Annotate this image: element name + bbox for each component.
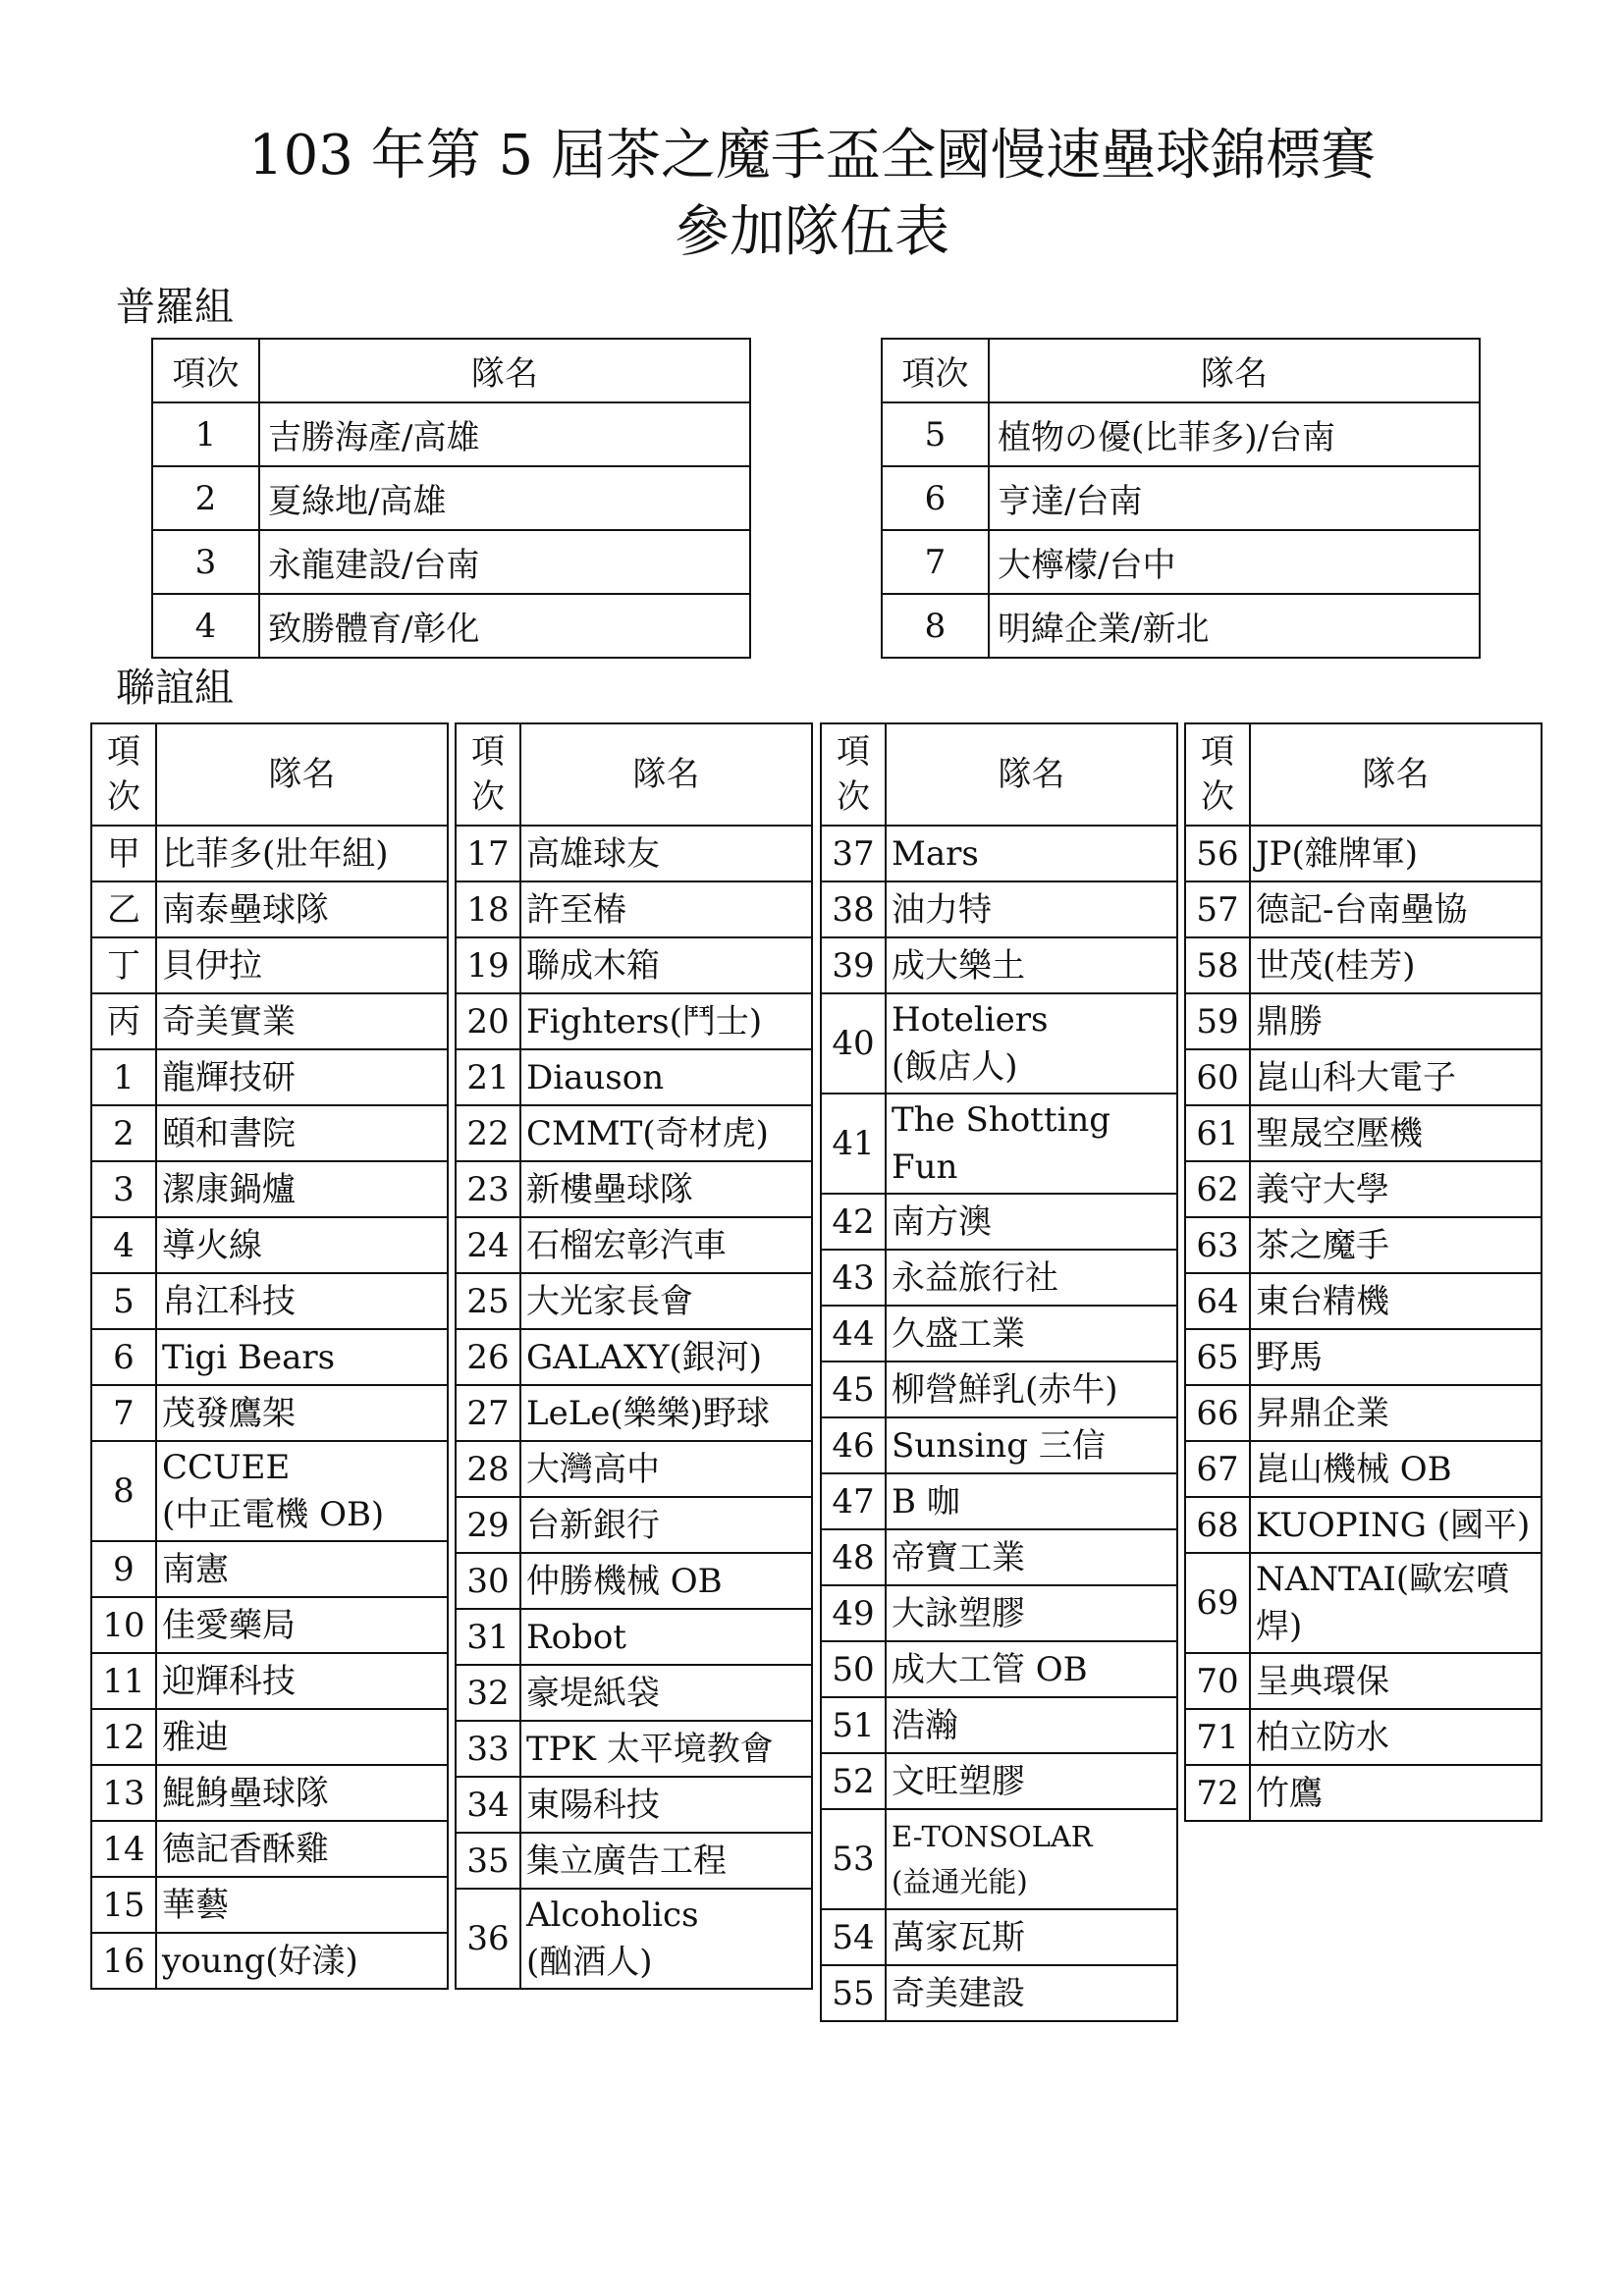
team-name: 浩瀚 [886,1697,1177,1753]
team-number: 59 [1185,993,1250,1049]
table-row [456,1385,812,1441]
table-row [456,826,812,881]
team-number: 4 [91,1217,156,1273]
team-number: 67 [1185,1441,1250,1497]
team-name: Sunsing 三信 [886,1417,1177,1473]
team-name: GALAXY(銀河) [520,1329,812,1385]
table-row [456,881,812,937]
team-number: 42 [821,1194,886,1250]
team-name: Mars [886,826,1177,881]
team-name: 夏綠地/高雄 [259,466,750,530]
team-number: 27 [456,1385,520,1441]
table-row [152,466,750,530]
team-number: 53 [821,1809,886,1909]
table-row [456,1105,812,1161]
table-row [456,1049,812,1105]
team-number: 38 [821,881,886,937]
team-name: 新樓壘球隊 [520,1161,812,1217]
table-row [456,1609,812,1665]
team-name: 帛江科技 [156,1273,448,1329]
team-number: 5 [91,1273,156,1329]
table-row [91,1329,448,1385]
team-name: 佳愛藥局 [156,1597,448,1653]
team-number: 30 [456,1553,520,1609]
team-name: 吉勝海產/高雄 [259,402,750,466]
table-row [91,1161,448,1217]
team-number: 8 [882,594,989,658]
team-name: 竹鷹 [1250,1765,1542,1821]
team-number: 54 [821,1909,886,1965]
team-number: 63 [1185,1217,1250,1273]
table-row [882,466,1480,530]
header-name: 隊名 [1250,723,1542,826]
table-row [821,1697,1177,1753]
team-name: Diauson [520,1049,812,1105]
friendly-team-table-2 [455,722,813,1990]
team-name: 大詠塑膠 [886,1585,1177,1641]
header-num: 項 次 [1185,723,1250,826]
team-number: 34 [456,1777,520,1833]
table-row [1185,1217,1542,1273]
team-number: 36 [456,1889,520,1989]
team-name: 奇美建設 [886,1965,1177,2021]
table-row [821,1250,1177,1306]
table-row [91,1441,448,1541]
table-row [821,1094,1177,1194]
team-number: 丁 [91,937,156,993]
table-row [821,1417,1177,1473]
team-number: 21 [456,1049,520,1105]
team-name: 呈典環保 [1250,1653,1542,1709]
team-name: 奇美實業 [156,993,448,1049]
team-number: 48 [821,1529,886,1585]
team-name: 大檸檬/台中 [989,530,1480,594]
header-num: 項次 [152,339,259,402]
team-name: 明緯企業/新北 [989,594,1480,658]
team-name: 聯成木箱 [520,937,812,993]
table-row [91,1821,448,1877]
table-row [152,594,750,658]
team-number: 7 [91,1385,156,1441]
team-name: 久盛工業 [886,1306,1177,1362]
team-name: 比菲多(壯年組) [156,826,448,881]
table-row [456,937,812,993]
team-name: Fighters(鬥士) [520,993,812,1049]
team-number: 16 [91,1933,156,1989]
team-name: 文旺塑膠 [886,1753,1177,1809]
team-number: 7 [882,530,989,594]
team-number: 57 [1185,881,1250,937]
table-row [91,1217,448,1273]
team-number: 40 [821,993,886,1094]
team-name: 大灣高中 [520,1441,812,1497]
team-name: 成大工管 OB [886,1641,1177,1697]
team-number: 70 [1185,1653,1250,1709]
table-row [91,1709,448,1765]
page-subtitle: 參加隊伍表 [675,200,949,264]
header-num: 項 次 [821,723,886,826]
team-number: 33 [456,1721,520,1777]
table-row [91,1273,448,1329]
team-name: 集立廣告工程 [520,1833,812,1889]
team-name: 油力特 [886,881,1177,937]
team-name: 萬家瓦斯 [886,1909,1177,1965]
team-name: 華藝 [156,1877,448,1933]
team-name: The Shotting Fun [886,1094,1177,1194]
team-name: 義守大學 [1250,1161,1542,1217]
team-name: 潔康鍋爐 [156,1161,448,1217]
team-name: 鯤鯓壘球隊 [156,1765,448,1821]
team-number: 56 [1185,826,1250,881]
team-name: 導火線 [156,1217,448,1273]
team-name: 柳營鮮乳(赤牛) [886,1362,1177,1417]
team-number: 44 [821,1306,886,1362]
team-name: JP(雜牌軍) [1250,826,1542,881]
table-row [91,937,448,993]
team-number: 14 [91,1821,156,1877]
team-number: 52 [821,1753,886,1809]
table-row [91,993,448,1049]
team-number: 5 [882,402,989,466]
team-number: 3 [91,1161,156,1217]
table-row [1185,1765,1542,1821]
team-number: 乙 [91,881,156,937]
team-number: 6 [882,466,989,530]
table-row [1185,1385,1542,1441]
team-number: 15 [91,1877,156,1933]
table-row [821,1641,1177,1697]
table-row [821,1194,1177,1250]
team-name: 頤和書院 [156,1105,448,1161]
team-number: 17 [456,826,520,881]
header-name: 隊名 [156,723,448,826]
team-name: 南方澳 [886,1194,1177,1250]
team-name: 南憲 [156,1541,448,1597]
table-row [821,1306,1177,1362]
team-number: 3 [152,530,259,594]
header-num: 項次 [882,339,989,402]
team-name: Hoteliers (飯店人) [886,993,1177,1094]
team-name: Alcoholics (酗酒人) [520,1889,812,1989]
team-number: 丙 [91,993,156,1049]
team-name: 茂發鷹架 [156,1385,448,1441]
team-number: 50 [821,1641,886,1697]
team-name: B 咖 [886,1473,1177,1529]
table-row [91,826,448,881]
header-num: 項 次 [91,723,156,826]
team-number: 4 [152,594,259,658]
team-name: 龍輝技研 [156,1049,448,1105]
team-name: 致勝體育/彰化 [259,594,750,658]
team-name: 昇鼎企業 [1250,1385,1542,1441]
table-row [821,1753,1177,1809]
team-number: 37 [821,826,886,881]
team-number: 29 [456,1497,520,1553]
team-number: 9 [91,1541,156,1597]
team-number: 65 [1185,1329,1250,1385]
team-name: 大光家長會 [520,1273,812,1329]
team-name: 永龍建設/台南 [259,530,750,594]
team-name: 許至椿 [520,881,812,937]
team-number: 41 [821,1094,886,1194]
header-name: 隊名 [520,723,812,826]
team-name: CCUEE (中正電機 OB) [156,1441,448,1541]
team-number: 35 [456,1833,520,1889]
team-number: 51 [821,1697,886,1753]
section-label-friendly: 聯誼組 [116,666,234,711]
table-row [1185,1273,1542,1329]
page-title: 103 年第 5 屆茶之魔手盃全國慢速壘球錦標賽 [248,124,1376,187]
table-row [91,1933,448,1989]
table-row [456,1161,812,1217]
section-label-pro: 普羅組 [116,285,234,330]
team-number: 11 [91,1653,156,1709]
team-number: 71 [1185,1709,1250,1765]
table-row [1185,1497,1542,1553]
table-row [821,1585,1177,1641]
header-name: 隊名 [259,339,750,402]
table-row [821,937,1177,993]
table-row [456,1497,812,1553]
table-row [1185,881,1542,937]
team-name: 亨達/台南 [989,466,1480,530]
table-row [821,1473,1177,1529]
table-row [882,530,1480,594]
table-row [1185,1441,1542,1497]
team-number: 2 [152,466,259,530]
team-number: 26 [456,1329,520,1385]
table-row [91,881,448,937]
team-name: 石榴宏彰汽車 [520,1217,812,1273]
table-row [1185,1653,1542,1709]
table-row [456,1721,812,1777]
team-number: 25 [456,1273,520,1329]
team-number: 60 [1185,1049,1250,1105]
team-number: 22 [456,1105,520,1161]
team-number: 66 [1185,1385,1250,1441]
team-number: 46 [821,1417,886,1473]
team-name: Robot [520,1609,812,1665]
team-number: 13 [91,1765,156,1821]
team-name: LeLe(樂樂)野球 [520,1385,812,1441]
team-name: NANTAI(歐宏噴 焊) [1250,1553,1542,1653]
table-row [1185,826,1542,881]
table-row [821,826,1177,881]
table-row [882,402,1480,466]
team-number: 61 [1185,1105,1250,1161]
table-row [1185,1049,1542,1105]
team-number: 24 [456,1217,520,1273]
team-number: 68 [1185,1497,1250,1553]
team-name: 成大樂土 [886,937,1177,993]
team-name: 豪堤紙袋 [520,1665,812,1721]
table-row [91,1541,448,1597]
table-row [821,993,1177,1094]
table-row [456,1553,812,1609]
table-row [91,1597,448,1653]
table-row [456,1889,812,1989]
header-name: 隊名 [886,723,1177,826]
table-row [456,1217,812,1273]
table-row [152,530,750,594]
table-row [91,1385,448,1441]
team-number: 43 [821,1250,886,1306]
team-number: 31 [456,1609,520,1665]
team-name: 世茂(桂芳) [1250,937,1542,993]
team-number: 2 [91,1105,156,1161]
team-number: 1 [152,402,259,466]
table-row [1185,993,1542,1049]
team-number: 8 [91,1441,156,1541]
table-row [821,1965,1177,2021]
team-number: 23 [456,1161,520,1217]
team-number: 47 [821,1473,886,1529]
team-number: 10 [91,1597,156,1653]
table-row [456,1665,812,1721]
team-name: TPK 太平境教會 [520,1721,812,1777]
table-row [91,1653,448,1709]
table-row [456,1777,812,1833]
team-number: 6 [91,1329,156,1385]
table-row [456,1273,812,1329]
friendly-team-table-1 [90,722,449,1990]
team-name: 南泰壘球隊 [156,881,448,937]
team-number: 28 [456,1441,520,1497]
team-number: 55 [821,1965,886,2021]
table-row [1185,1709,1542,1765]
team-number: 49 [821,1585,886,1641]
team-name: 迎輝科技 [156,1653,448,1709]
table-row [821,1909,1177,1965]
team-name: E-TONSOLAR (益通光能) [886,1809,1177,1909]
team-number: 甲 [91,826,156,881]
team-name: KUOPING (國平) [1250,1497,1542,1553]
team-number: 64 [1185,1273,1250,1329]
friendly-team-table-3 [820,722,1178,2022]
header-num: 項 次 [456,723,520,826]
team-name: 植物の優(比菲多)/台南 [989,402,1480,466]
team-name: CMMT(奇材虎) [520,1105,812,1161]
table-row [1185,1105,1542,1161]
team-number: 69 [1185,1553,1250,1653]
table-row [456,1833,812,1889]
team-name: 台新銀行 [520,1497,812,1553]
team-name: 高雄球友 [520,826,812,881]
team-name: 鼎勝 [1250,993,1542,1049]
table-row [456,993,812,1049]
team-name: 柏立防水 [1250,1709,1542,1765]
team-name: 雅迪 [156,1709,448,1765]
team-number: 19 [456,937,520,993]
team-name: Tigi Bears [156,1329,448,1385]
team-name: 崑山科大電子 [1250,1049,1542,1105]
team-number: 32 [456,1665,520,1721]
team-name: 東台精機 [1250,1273,1542,1329]
header-name: 隊名 [989,339,1480,402]
table-row [456,1329,812,1385]
table-row [91,1877,448,1933]
table-row [1185,1553,1542,1653]
team-number: 18 [456,881,520,937]
team-name: 聖晟空壓機 [1250,1105,1542,1161]
table-row [1185,1161,1542,1217]
team-number: 62 [1185,1161,1250,1217]
team-name: young(好漾) [156,1933,448,1989]
team-name: 野馬 [1250,1329,1542,1385]
team-number: 12 [91,1709,156,1765]
table-row [152,402,750,466]
pro-team-table-right [881,338,1481,659]
team-name: 崑山機械 OB [1250,1441,1542,1497]
team-number: 45 [821,1362,886,1417]
pro-team-table-left [151,338,751,659]
team-name: 東陽科技 [520,1777,812,1833]
team-name: 永益旅行社 [886,1250,1177,1306]
table-row [91,1765,448,1821]
table-row [882,594,1480,658]
table-row [1185,937,1542,993]
table-row [821,1809,1177,1909]
team-number: 72 [1185,1765,1250,1821]
team-number: 58 [1185,937,1250,993]
team-number: 1 [91,1049,156,1105]
team-number: 20 [456,993,520,1049]
table-row [91,1049,448,1105]
team-number: 39 [821,937,886,993]
team-name: 貝伊拉 [156,937,448,993]
team-name: 德記-台南壘協 [1250,881,1542,937]
team-name: 帝寶工業 [886,1529,1177,1585]
table-row [821,1529,1177,1585]
table-row [821,1362,1177,1417]
team-name: 德記香酥雞 [156,1821,448,1877]
friendly-team-table-4 [1184,722,1543,1822]
table-row [821,881,1177,937]
team-name: 仲勝機械 OB [520,1553,812,1609]
team-name: 茶之魔手 [1250,1217,1542,1273]
table-row [91,1105,448,1161]
table-row [456,1441,812,1497]
table-row [1185,1329,1542,1385]
